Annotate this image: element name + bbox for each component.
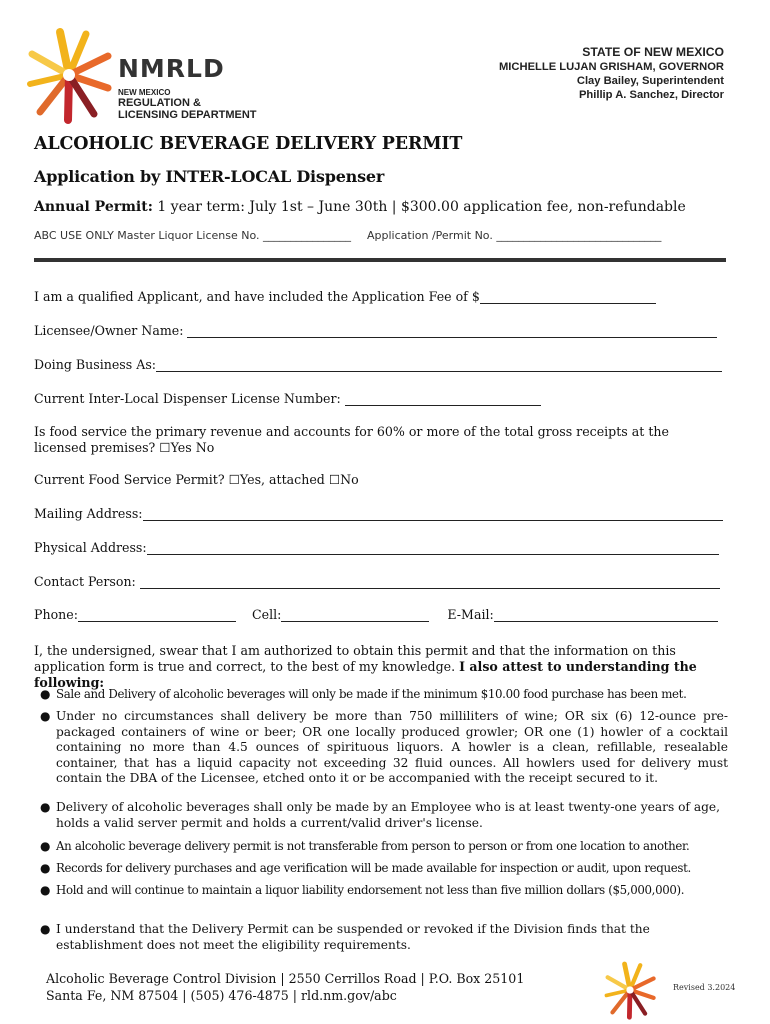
email-field[interactable] [494,609,718,622]
mailing-row [34,506,723,521]
cell-field[interactable] [281,609,429,622]
licensee-field[interactable] [187,325,717,338]
header-officials [499,44,724,102]
document-title: ALCOHOLIC BEVERAGE DELIVERY PERMIT [34,134,463,154]
physical-label: Physical Address: [34,540,147,555]
footer-address [46,970,524,1004]
bullet-text: Hold and will continue to maintain a liquor liability endorsement not less than five million dollars ($5,000,000). [56,883,685,897]
email-label: E-Mail: [447,607,494,622]
annual-permit-text: 1 year term: July 1st – June 30th | $300.00 application fee, non-refundable [152,199,686,215]
application-fee-label: I am a qualified Applicant, and have included the Application Fee of $ [34,289,480,304]
current-license-label: Current Inter-Local Dispenser License Number: [34,391,341,406]
bullet-text: Delivery of alcoholic beverages shall only be made by an Employee who is at least twenty-one years of age, holds a valid server permit and holds a current/valid driver's license. [56,800,720,830]
state-name: STATE OF NEW MEXICO [582,45,724,59]
bullet-item-6 [34,883,728,899]
application-fee-field[interactable] [480,291,656,304]
bullet-text: An alcoholic beverage delivery permit is not transferable from person to person or from one location to another. [56,839,690,853]
bullet-item-3 [34,800,728,831]
licensee-row [34,323,717,338]
bullet-text: Under no circumstances shall delivery be more than 750 milliliters of wine; OR six (6) 12-ounce pre-packaged containers of wine or beer; OR one locally produced growler; OR one (1) howler of a cocktail containing no more than 4.5 ounces of spirituous liquors. A howler is a clean, refillable, resealable container, that has a liquid capacity not exceeding 32 fluid ounces. All howlers used for delivery must contain the DBA of the Licensee, etched onto it or be accompanied with the receipt secured to it. [56,709,728,785]
food-question-line1: Is food service the primary revenue and accounts for 60% or more of the total gross receipts at the [34,424,669,439]
org-line2: REGULATION & [118,97,201,109]
bullet-item-1 [34,687,728,703]
food-service-question [34,424,669,456]
nmrld-sunburst-logo-small [604,960,656,1020]
document-subtitle: Application by INTER-LOCAL Dispenser [34,167,385,186]
dba-row [34,357,722,372]
application-fee-row [34,289,656,304]
food-question-line2[interactable]: licensed premises? ☐Yes No [34,440,215,455]
bullet-item-7 [34,922,728,953]
current-license-field[interactable] [345,393,541,406]
bullet-item-4 [34,839,728,855]
contact-label: Contact Person: [34,574,136,589]
master-license-field: ABC USE ONLY Master Liquor License No. ________________ [34,229,351,242]
attest-emphasis: I also attest to understanding the following: [34,659,697,690]
phone-row [34,607,718,622]
org-line1: NEW MEXICO [118,88,171,97]
contact-field[interactable] [140,576,720,589]
physical-field[interactable] [147,542,719,555]
dba-field[interactable] [156,359,722,372]
bullet-text: Records for delivery purchases and age verification will be made available for inspection or audit, upon request. [56,861,691,875]
licensee-label: Licensee/Owner Name: [34,323,184,338]
nmrld-sunburst-logo [26,26,112,124]
bullet-dot-icon: ● [40,883,51,897]
superintendent-line: Clay Bailey, Superintendent [576,75,724,87]
bullet-text: I understand that the Delivery Permit can be suspended or revoked if the Division finds that the establishment does not meet the eligibility requirements. [56,922,650,952]
director-line: Phillip A. Sanchez, Director [578,89,724,101]
governor-line: MICHELLE LUJAN GRISHAM, GOVERNOR [498,61,724,73]
org-line3: LICENSING DEPARTMENT [118,109,257,121]
bullet-text: Sale and Delivery of alcoholic beverages will only be made if the minimum $10.00 food purchase has been met. [56,687,687,701]
current-license-row [34,391,541,406]
mailing-field[interactable] [143,508,723,521]
abc-use-only-line [34,229,661,242]
food-permit-question[interactable]: Current Food Service Permit? ☐Yes, attached ☐No [34,472,359,487]
bullet-dot-icon: ● [40,800,51,814]
bullet-dot-icon: ● [40,922,51,936]
application-permit-field: Application /Permit No. ______________________________ [366,229,662,242]
section-divider [34,258,726,262]
bullet-dot-icon: ● [40,687,51,701]
footer-line2: Santa Fe, NM 87504 | (505) 476-4875 | rld.nm.gov/abc [46,988,397,1003]
annual-permit-label: Annual Permit: [34,199,153,215]
bullet-dot-icon: ● [40,709,51,723]
footer-line1: Alcoholic Beverage Control Division | 2550 Cerrillos Road | P.O. Box 25101 [46,971,525,986]
dba-label: Doing Business As: [34,357,157,372]
org-short: NMRLD [118,54,225,83]
attest-line1: I, the undersigned, swear that I am authorized to obtain this permit and that the information on this [34,643,676,658]
attestation-paragraph [34,643,734,691]
nmrld-wordmark [118,56,257,121]
bullet-item-5 [34,861,728,877]
phone-field[interactable] [78,609,236,622]
phone-label: Phone: [34,607,78,622]
physical-row [34,540,719,555]
annual-permit-line [34,199,686,215]
revised-date: Revised 3.2024 [673,983,736,992]
contact-row [34,574,720,589]
bullet-dot-icon: ● [40,861,51,875]
bullet-item-2 [34,709,728,787]
mailing-label: Mailing Address: [34,506,143,521]
attest-line2: application form is true and correct, to the best of my knowledge. [34,659,460,674]
bullet-dot-icon: ● [40,839,51,853]
cell-label: Cell: [251,607,282,622]
